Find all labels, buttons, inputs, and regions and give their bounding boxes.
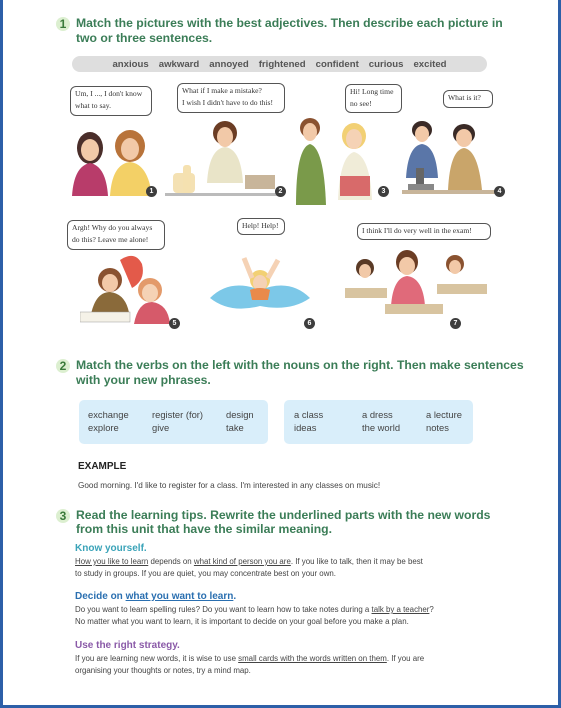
- noun-word: ideas: [294, 422, 317, 433]
- exercise-1-number: 1: [56, 17, 70, 31]
- tip-text: . If you are: [386, 654, 425, 663]
- bubble-text: What is it?: [448, 93, 481, 102]
- underlined-phrase: How you like to learn: [75, 557, 149, 566]
- page-border-left: [0, 0, 3, 708]
- noun-word: a lecture: [426, 409, 462, 420]
- picture-number-7: 7: [450, 318, 461, 329]
- adjective-word: awkward: [158, 58, 200, 70]
- illustration-nervous-student: [165, 113, 280, 198]
- illustration-two-girls: [60, 118, 160, 198]
- noun-word: the world: [362, 422, 401, 433]
- speech-bubble-4: [443, 90, 493, 108]
- exercise-3-number: 3: [56, 509, 70, 523]
- underlined-phrase: what kind of person you are: [193, 557, 291, 566]
- speech-bubble-6: [237, 218, 285, 235]
- noun-word: notes: [426, 422, 449, 433]
- picture-number-4: 4: [494, 186, 505, 197]
- speech-bubble-2: [177, 83, 285, 113]
- speech-bubble-7: [357, 223, 491, 240]
- verb-word: explore: [88, 422, 119, 433]
- bubble-text: Hi! Long time: [350, 87, 394, 96]
- bubble-text: do this? Leave me alone!: [72, 235, 149, 244]
- tip-text: depends on: [148, 557, 194, 566]
- speech-bubble-3: [345, 84, 402, 113]
- illustration-exam-classroom: [345, 250, 495, 325]
- bubble-text: I think I'll do very well in the exam!: [362, 226, 472, 235]
- adjective-word: frightened: [258, 58, 306, 70]
- verb-word: give: [152, 422, 170, 433]
- tip-heading-text: Decide on: [75, 591, 126, 602]
- adjective-word: annoyed: [209, 58, 249, 70]
- underlined-phrase: talk by a teacher: [371, 605, 430, 614]
- speech-bubble-5: [67, 220, 165, 250]
- adjective-word: confident: [315, 58, 359, 70]
- tip-text: ?: [429, 605, 434, 614]
- bubble-text: What if I make a mistake?: [182, 86, 262, 95]
- tip-text: Do you want to learn spelling rules? Do you want to learn how to take notes during a: [75, 605, 372, 614]
- verb-word: take: [226, 422, 244, 433]
- bubble-text: no see!: [350, 99, 372, 108]
- tip-1-line-1: [75, 556, 505, 568]
- verb-word: exchange: [88, 409, 129, 420]
- tip-2-line-1: [75, 604, 505, 616]
- tip-heading-2: [75, 591, 236, 602]
- illustration-greeting-friends: [288, 110, 383, 205]
- adjective-word-bank: [72, 56, 487, 72]
- tip-text: If you are learning new words, it is wise to use: [75, 654, 239, 663]
- exercise-2-title-line1: Match the verbs on the left with the nouns on the right. Then make sentences: [76, 358, 524, 372]
- bubble-text: Help! Help!: [242, 221, 279, 230]
- illustration-annoyed-boy: [80, 250, 185, 330]
- adjective-word: curious: [368, 58, 404, 70]
- example-text: Good morning. I'd like to register for a class. I'm interested in any classes on music!: [78, 481, 381, 490]
- tip-text: . If you like to talk, then it may be best: [290, 557, 423, 566]
- tip-3-line-1: [75, 653, 505, 665]
- exercise-1-title-line1: Match the pictures with the best adjectives. Then describe each picture in: [76, 16, 503, 30]
- adjective-word: anxious: [112, 58, 149, 70]
- example-label: EXAMPLE: [78, 461, 127, 472]
- bubble-text: I wish I didn't have to do this!: [182, 98, 274, 107]
- bubble-text: what to say.: [75, 101, 111, 110]
- tip-3-line-2: organising your thoughts or notes, try a mind map.: [75, 666, 251, 675]
- bubble-text: Um, I ..., I don't know: [75, 89, 143, 98]
- tip-2-line-2: No matter what you want to learn, it is important to decide on your goal before you make a plan.: [75, 617, 409, 626]
- noun-word: a class: [294, 409, 324, 420]
- adjective-word: excited: [413, 58, 447, 70]
- picture-number-1: 1: [146, 186, 157, 197]
- tip-heading-underlined: what you want to learn: [125, 591, 234, 602]
- nouns-box: [284, 400, 473, 444]
- picture-number-5: 5: [169, 318, 180, 329]
- speech-bubble-1: [70, 86, 152, 116]
- tip-1-line-2: to study in groups. If you are quiet, you may concentrate best on your own.: [75, 569, 336, 578]
- verb-word: register (for): [152, 409, 204, 420]
- noun-word: a dress: [362, 409, 393, 420]
- illustration-swimmer-help: [200, 238, 315, 318]
- illustration-microscope: [402, 118, 502, 198]
- exercise-2-number: 2: [56, 359, 70, 373]
- exercise-1-title-line2: two or three sentences.: [76, 31, 213, 45]
- exercise-2-title-line2: with your new phrases.: [76, 373, 211, 387]
- underlined-phrase: small cards with the words written on them: [238, 654, 387, 663]
- picture-number-6: 6: [304, 318, 315, 329]
- tip-heading-text: .: [233, 591, 237, 602]
- verbs-box: [79, 400, 268, 444]
- tip-heading-1: Know yourself.: [75, 543, 147, 554]
- picture-number-3: 3: [378, 186, 389, 197]
- exercise-3-title-line2: from this unit that have the similar meaning.: [76, 522, 332, 536]
- exercise-3-title-line1: Read the learning tips. Rewrite the underlined parts with the new words: [76, 508, 491, 522]
- bubble-text: Argh! Why do you always: [72, 223, 153, 232]
- tip-heading-3: Use the right strategy.: [75, 640, 180, 651]
- picture-number-2: 2: [275, 186, 286, 197]
- verb-word: design: [226, 409, 254, 420]
